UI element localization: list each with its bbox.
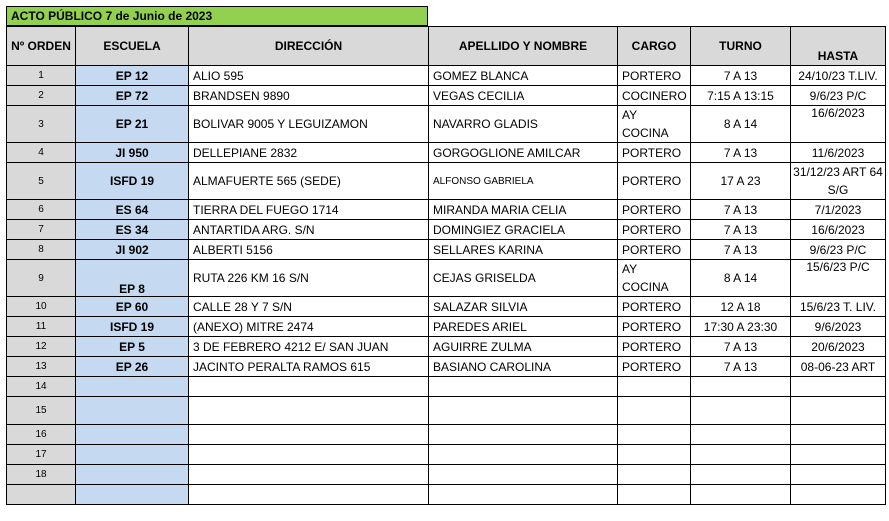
cell-direccion[interactable]: BRANDSEN 9890 <box>189 86 429 106</box>
cell-direccion[interactable]: JACINTO PERALTA RAMOS 615 <box>189 357 429 377</box>
cell-cargo[interactable]: PORTERO <box>618 200 691 220</box>
cell-hasta[interactable]: 9/6/2023 <box>791 317 886 337</box>
table-row <box>7 377 886 397</box>
cell-escuela[interactable]: EP 60 <box>76 297 189 317</box>
cell-escuela[interactable]: EP 72 <box>76 86 189 106</box>
cell-turno[interactable] <box>691 397 791 425</box>
cell-direccion[interactable]: ALMAFUERTE 565 (SEDE) <box>189 163 429 200</box>
cell-cargo[interactable] <box>618 397 691 425</box>
cell-hasta[interactable] <box>791 485 886 505</box>
cell-nombre[interactable]: NAVARRO GLADIS <box>429 106 618 143</box>
cell-turno[interactable] <box>691 485 791 505</box>
cell-orden[interactable]: 3 <box>7 106 76 143</box>
cell-hasta[interactable]: 20/6/2023 <box>791 337 886 357</box>
cell-hasta[interactable]: 16/6/2023 <box>791 220 886 240</box>
cell-cargo[interactable]: AY COCINA <box>618 106 691 143</box>
sheet-title: ACTO PÚBLICO 7 de Junio de 2023 <box>6 6 428 26</box>
cell-orden[interactable]: 8 <box>7 240 76 260</box>
cell-cargo[interactable]: PORTERO <box>618 66 691 86</box>
cell-nombre[interactable]: SALAZAR SILVIA <box>429 297 618 317</box>
cell-escuela[interactable]: ES 64 <box>76 200 189 220</box>
table-row <box>7 337 886 357</box>
cell-orden[interactable]: 13 <box>7 357 76 377</box>
cell-turno[interactable]: 7:15 A 13:15 <box>691 86 791 106</box>
cell-direccion[interactable]: (ANEXO) MITRE 2474 <box>189 317 429 337</box>
cell-escuela[interactable]: ES 34 <box>76 220 189 240</box>
header-cargo[interactable]: CARGO <box>618 27 691 66</box>
cell-orden[interactable]: 12 <box>7 337 76 357</box>
cell-turno[interactable] <box>691 445 791 465</box>
cell-orden[interactable]: 11 <box>7 317 76 337</box>
cell-escuela[interactable]: EP 26 <box>76 357 189 377</box>
table-row <box>7 66 886 86</box>
cell-turno[interactable] <box>691 425 791 445</box>
cell-hasta[interactable] <box>791 425 886 445</box>
cell-escuela[interactable] <box>76 377 189 397</box>
cell-escuela[interactable]: ISFD 19 <box>76 163 189 200</box>
table-row <box>7 220 886 240</box>
cell-orden[interactable]: 7 <box>7 220 76 240</box>
cell-cargo[interactable] <box>618 485 691 505</box>
cell-nombre[interactable] <box>429 465 618 485</box>
cell-orden[interactable]: 6 <box>7 200 76 220</box>
cell-direccion[interactable] <box>189 485 429 505</box>
cell-hasta[interactable]: 9/6/23 P/C <box>791 86 886 106</box>
cell-nombre[interactable]: AGUIRRE ZULMA <box>429 337 618 357</box>
cell-cargo[interactable]: PORTERO <box>618 337 691 357</box>
cell-direccion[interactable] <box>189 465 429 485</box>
cell-turno[interactable]: 12 A 18 <box>691 297 791 317</box>
cell-nombre[interactable] <box>429 445 618 465</box>
cell-direccion[interactable]: BOLIVAR 9005 Y LEGUIZAMON <box>189 106 429 143</box>
cell-turno[interactable]: 7 A 13 <box>691 220 791 240</box>
cell-escuela[interactable]: ISFD 19 <box>76 317 189 337</box>
cell-escuela[interactable] <box>76 465 189 485</box>
cell-nombre[interactable] <box>429 425 618 445</box>
assignments-table <box>6 26 886 505</box>
cell-direccion[interactable] <box>189 377 429 397</box>
table-row <box>7 106 886 143</box>
cell-cargo[interactable]: PORTERO <box>618 143 691 163</box>
cell-nombre[interactable]: SELLARES KARINA <box>429 240 618 260</box>
header-escuela[interactable]: ESCUELA <box>76 27 189 66</box>
cell-orden[interactable]: 10 <box>7 297 76 317</box>
header-direccion[interactable]: DIRECCIÓN <box>189 27 429 66</box>
cell-hasta[interactable] <box>791 465 886 485</box>
cell-turno[interactable] <box>691 465 791 485</box>
cell-turno[interactable]: 8 A 14 <box>691 260 791 297</box>
cell-escuela[interactable]: EP 8 <box>76 260 189 297</box>
table-row <box>7 425 886 445</box>
cell-orden[interactable]: 5 <box>7 163 76 200</box>
cell-direccion[interactable]: ALBERTI 5156 <box>189 240 429 260</box>
cell-cargo[interactable] <box>618 445 691 465</box>
cell-orden[interactable]: 14 <box>7 377 76 397</box>
cell-cargo[interactable] <box>618 425 691 445</box>
cell-escuela[interactable] <box>76 397 189 425</box>
cell-nombre[interactable]: GORGOGLIONE AMILCAR <box>429 143 618 163</box>
cell-cargo[interactable]: PORTERO <box>618 357 691 377</box>
table-row <box>7 465 886 485</box>
cell-orden[interactable]: 18 <box>7 465 76 485</box>
cell-orden[interactable]: 15 <box>7 397 76 425</box>
cell-direccion[interactable]: ANTARTIDA ARG. S/N <box>189 220 429 240</box>
cell-cargo[interactable]: AY COCINA <box>618 260 691 297</box>
cell-escuela[interactable]: JI 902 <box>76 240 189 260</box>
cell-escuela[interactable] <box>76 445 189 465</box>
table-row <box>7 297 886 317</box>
cell-hasta[interactable]: 15/6/23 T. LIV. <box>791 297 886 317</box>
cell-nombre[interactable]: DOMINGIEZ GRACIELA <box>429 220 618 240</box>
cell-turno[interactable]: 8 A 14 <box>691 106 791 143</box>
cell-orden[interactable] <box>7 485 76 505</box>
table-row <box>7 445 886 465</box>
cell-nombre[interactable]: MIRANDA MARIA CELIA <box>429 200 618 220</box>
cell-nombre[interactable]: ALFONSO GABRIELA <box>429 163 618 200</box>
cell-hasta[interactable]: 15/6/23 P/C <box>791 260 886 297</box>
cell-nombre[interactable]: PAREDES ARIEL <box>429 317 618 337</box>
cell-direccion[interactable]: TIERRA DEL FUEGO 1714 <box>189 200 429 220</box>
table-row <box>7 143 886 163</box>
header-apellido[interactable]: APELLIDO Y NOMBRE <box>429 27 618 66</box>
cell-orden[interactable]: 16 <box>7 425 76 445</box>
table-row <box>7 317 886 337</box>
cell-hasta[interactable] <box>791 377 886 397</box>
cell-cargo[interactable]: PORTERO <box>618 220 691 240</box>
cell-cargo[interactable]: PORTERO <box>618 317 691 337</box>
header-row <box>7 27 886 66</box>
table-row <box>7 240 886 260</box>
cell-nombre[interactable]: CEJAS GRISELDA <box>429 260 618 297</box>
table-row <box>7 485 886 505</box>
cell-hasta[interactable]: 24/10/23 T.LIV. <box>791 66 886 86</box>
cell-hasta[interactable] <box>791 397 886 425</box>
cell-orden[interactable]: 17 <box>7 445 76 465</box>
cell-escuela[interactable]: EP 12 <box>76 66 189 86</box>
cell-hasta[interactable]: 31/12/23 ART 64 S/G <box>791 163 886 200</box>
cell-cargo[interactable] <box>618 377 691 397</box>
header-orden[interactable]: Nº ORDEN <box>7 27 76 66</box>
cell-orden[interactable]: 2 <box>7 86 76 106</box>
cell-nombre[interactable]: VEGAS CECILIA <box>429 86 618 106</box>
cell-turno[interactable]: 7 A 13 <box>691 240 791 260</box>
cell-direccion[interactable] <box>189 425 429 445</box>
cell-nombre[interactable]: BASIANO CAROLINA <box>429 357 618 377</box>
cell-cargo[interactable]: PORTERO <box>618 297 691 317</box>
cell-escuela[interactable] <box>76 485 189 505</box>
cell-cargo[interactable]: PORTERO <box>618 163 691 200</box>
cell-cargo[interactable] <box>618 465 691 485</box>
cell-hasta[interactable]: 11/6/2023 <box>791 143 886 163</box>
cell-escuela[interactable]: JI 950 <box>76 143 189 163</box>
cell-turno[interactable]: 7 A 13 <box>691 337 791 357</box>
header-turno[interactable]: TURNO <box>691 27 791 66</box>
cell-turno[interactable] <box>691 377 791 397</box>
table-row <box>7 200 886 220</box>
cell-nombre[interactable] <box>429 397 618 425</box>
cell-hasta[interactable]: 16/6/2023 <box>791 106 886 143</box>
cell-cargo[interactable]: PORTERO <box>618 240 691 260</box>
cell-direccion[interactable]: RUTA 226 KM 16 S/N <box>189 260 429 297</box>
cell-direccion[interactable]: 3 DE FEBRERO 4212 E/ SAN JUAN <box>189 337 429 357</box>
header-hasta[interactable]: HASTA <box>791 27 886 66</box>
cell-escuela[interactable] <box>76 425 189 445</box>
table-row <box>7 86 886 106</box>
cell-direccion[interactable] <box>189 397 429 425</box>
cell-nombre[interactable] <box>429 485 618 505</box>
cell-turno[interactable]: 17 A 23 <box>691 163 791 200</box>
cell-nombre[interactable]: GOMEZ BLANCA <box>429 66 618 86</box>
cell-turno[interactable]: 7 A 13 <box>691 66 791 86</box>
cell-hasta[interactable]: 08-06-23 ART <box>791 357 886 377</box>
cell-orden[interactable]: 1 <box>7 66 76 86</box>
cell-turno[interactable]: 17:30 A 23:30 <box>691 317 791 337</box>
cell-hasta[interactable]: 7/1/2023 <box>791 200 886 220</box>
cell-turno[interactable]: 7 A 13 <box>691 143 791 163</box>
cell-orden[interactable]: 4 <box>7 143 76 163</box>
cell-nombre[interactable] <box>429 377 618 397</box>
cell-hasta[interactable] <box>791 445 886 465</box>
cell-direccion[interactable]: ALIO 595 <box>189 66 429 86</box>
cell-hasta[interactable]: 9/6/23 P/C <box>791 240 886 260</box>
cell-direccion[interactable]: DELLEPIANE 2832 <box>189 143 429 163</box>
table-row <box>7 397 886 425</box>
cell-turno[interactable]: 7 A 13 <box>691 200 791 220</box>
cell-escuela[interactable]: EP 5 <box>76 337 189 357</box>
cell-direccion[interactable]: CALLE 28 Y 7 S/N <box>189 297 429 317</box>
cell-turno[interactable]: 7 A 13 <box>691 357 791 377</box>
cell-orden[interactable]: 9 <box>7 260 76 297</box>
table-row <box>7 260 886 297</box>
cell-escuela[interactable]: EP 21 <box>76 106 189 143</box>
table-row <box>7 357 886 377</box>
cell-direccion[interactable] <box>189 445 429 465</box>
cell-cargo[interactable]: COCINERO <box>618 86 691 106</box>
table-row <box>7 163 886 200</box>
